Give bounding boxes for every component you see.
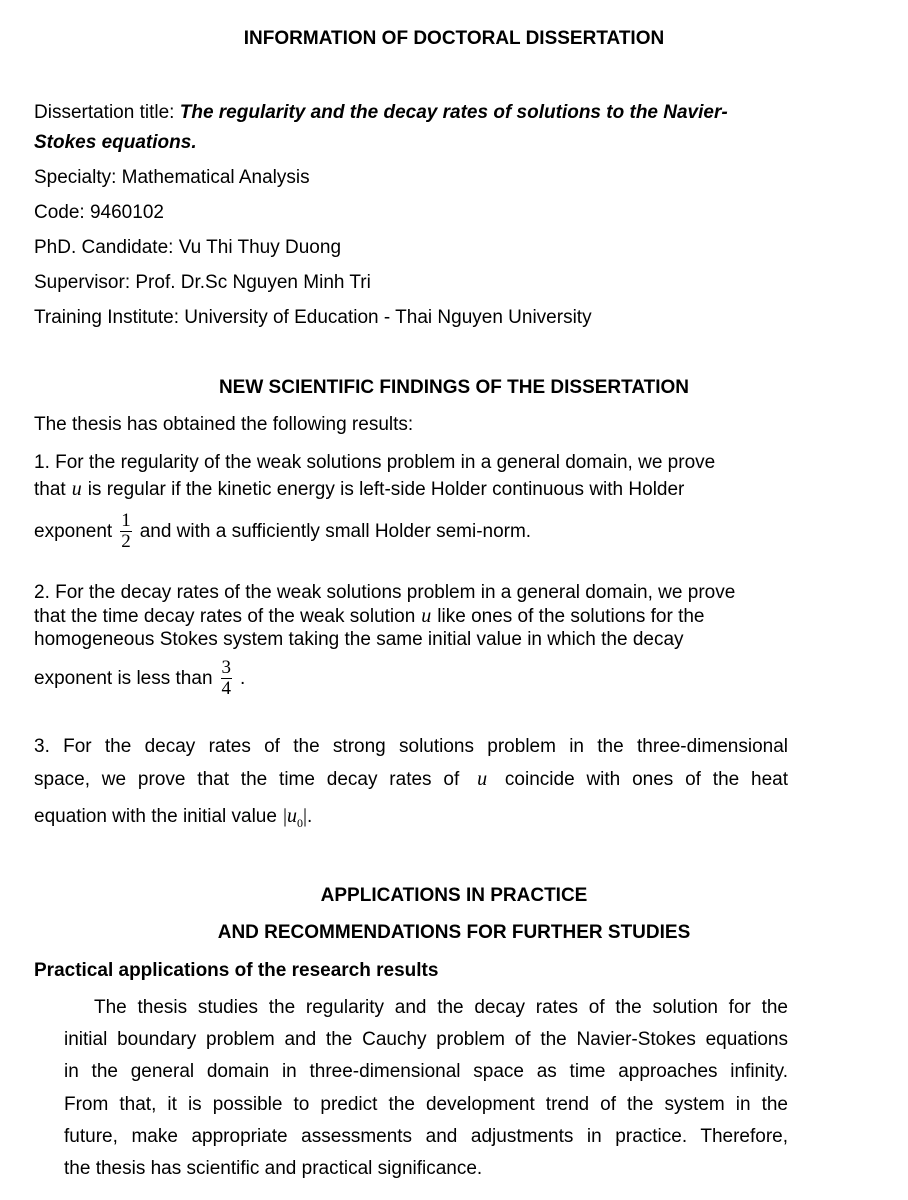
finding-1-line-2: that u is regular if the kinetic energy is left-side Holder continuous with Holder	[34, 478, 685, 500]
applications-heading-2: AND RECOMMENDATIONS FOR FURTHER STUDIES	[217, 922, 691, 943]
dissertation-title-text: The regularity and the decay rates of solutions to the Navier-	[179, 102, 728, 123]
findings-intro: The thesis has obtained the following results:	[34, 414, 414, 435]
finding-3-line-1: 3. For the decay rates of the strong solutions problem in the three-dimensional	[34, 736, 788, 757]
applications-para-line-2: initial boundary problem and the Cauchy problem of the Navier-Stokes equations	[64, 1029, 788, 1050]
variable-u: u	[71, 478, 82, 500]
finding-1-line-1: 1. For the regularity of the weak solutions problem in a general domain, we prove	[34, 452, 716, 473]
dissertation-title-line-2: Stokes equations.	[34, 132, 197, 153]
practical-applications-subheading: Practical applications of the research results	[34, 960, 439, 981]
finding-2-line-1: 2. For the decay rates of the weak solutions problem in a general domain, we prove	[34, 582, 736, 603]
page-title: INFORMATION OF DOCTORAL DISSERTATION	[243, 28, 665, 49]
findings-heading: NEW SCIENTIFIC FINDINGS OF THE DISSERTATION	[218, 377, 690, 398]
finding-1-line-3: exponent $\frac{1}{2}$ and with a sufficiently small Holder semi-norm.	[34, 510, 532, 553]
finding-3-line-2: space, we prove that the time decay rates of u coincide with ones of the heat	[34, 768, 789, 790]
variable-u: u	[421, 605, 432, 627]
finding-2-line-4: exponent is less than $\frac{3}{4}$ .	[34, 657, 246, 700]
code: Code: 9460102	[34, 202, 164, 223]
applications-para-line-3: in the general domain in three-dimensional space as time approaches infinity.	[64, 1061, 788, 1082]
finding-3-line-3: equation with the initial value $|u_0|$.	[34, 805, 313, 830]
applications-para-line-5: future, make appropriate assessments and adjustments in practice. Therefore,	[64, 1126, 788, 1147]
applications-para-line-4: From that, it is possible to predict the development trend of the system in the	[64, 1094, 788, 1115]
finding-2-line-2: that the time decay rates of the weak solution u like ones of the solutions for the	[34, 605, 705, 627]
specialty: Specialty: Mathematical Analysis	[34, 167, 310, 188]
supervisor: Supervisor: Prof. Dr.Sc Nguyen Minh Tri	[34, 272, 371, 293]
fraction-three-quarters: $\frac{3}{4}$	[221, 657, 232, 700]
abs-u0: $|u_0|$	[282, 805, 307, 830]
dissertation-title-line-1	[34, 101, 728, 125]
finding-2-line-3: homogeneous Stokes system taking the same initial value in which the decay	[34, 629, 684, 650]
fraction-one-half: $\frac{1}{2}$	[121, 510, 131, 553]
applications-para-line-6: the thesis has scientific and practical significance.	[64, 1158, 483, 1179]
variable-u: u	[477, 768, 488, 790]
applications-para-line-1: The thesis studies the regularity and the decay rates of the solution for the	[94, 997, 788, 1018]
applications-heading-1: APPLICATIONS IN PRACTICE	[320, 885, 588, 906]
phd-candidate: PhD. Candidate: Vu Thi Thuy Duong	[34, 237, 342, 258]
training-institute: Training Institute: University of Education - Thai Nguyen University	[34, 307, 592, 328]
dissertation-title-label: Dissertation title:	[34, 102, 180, 123]
